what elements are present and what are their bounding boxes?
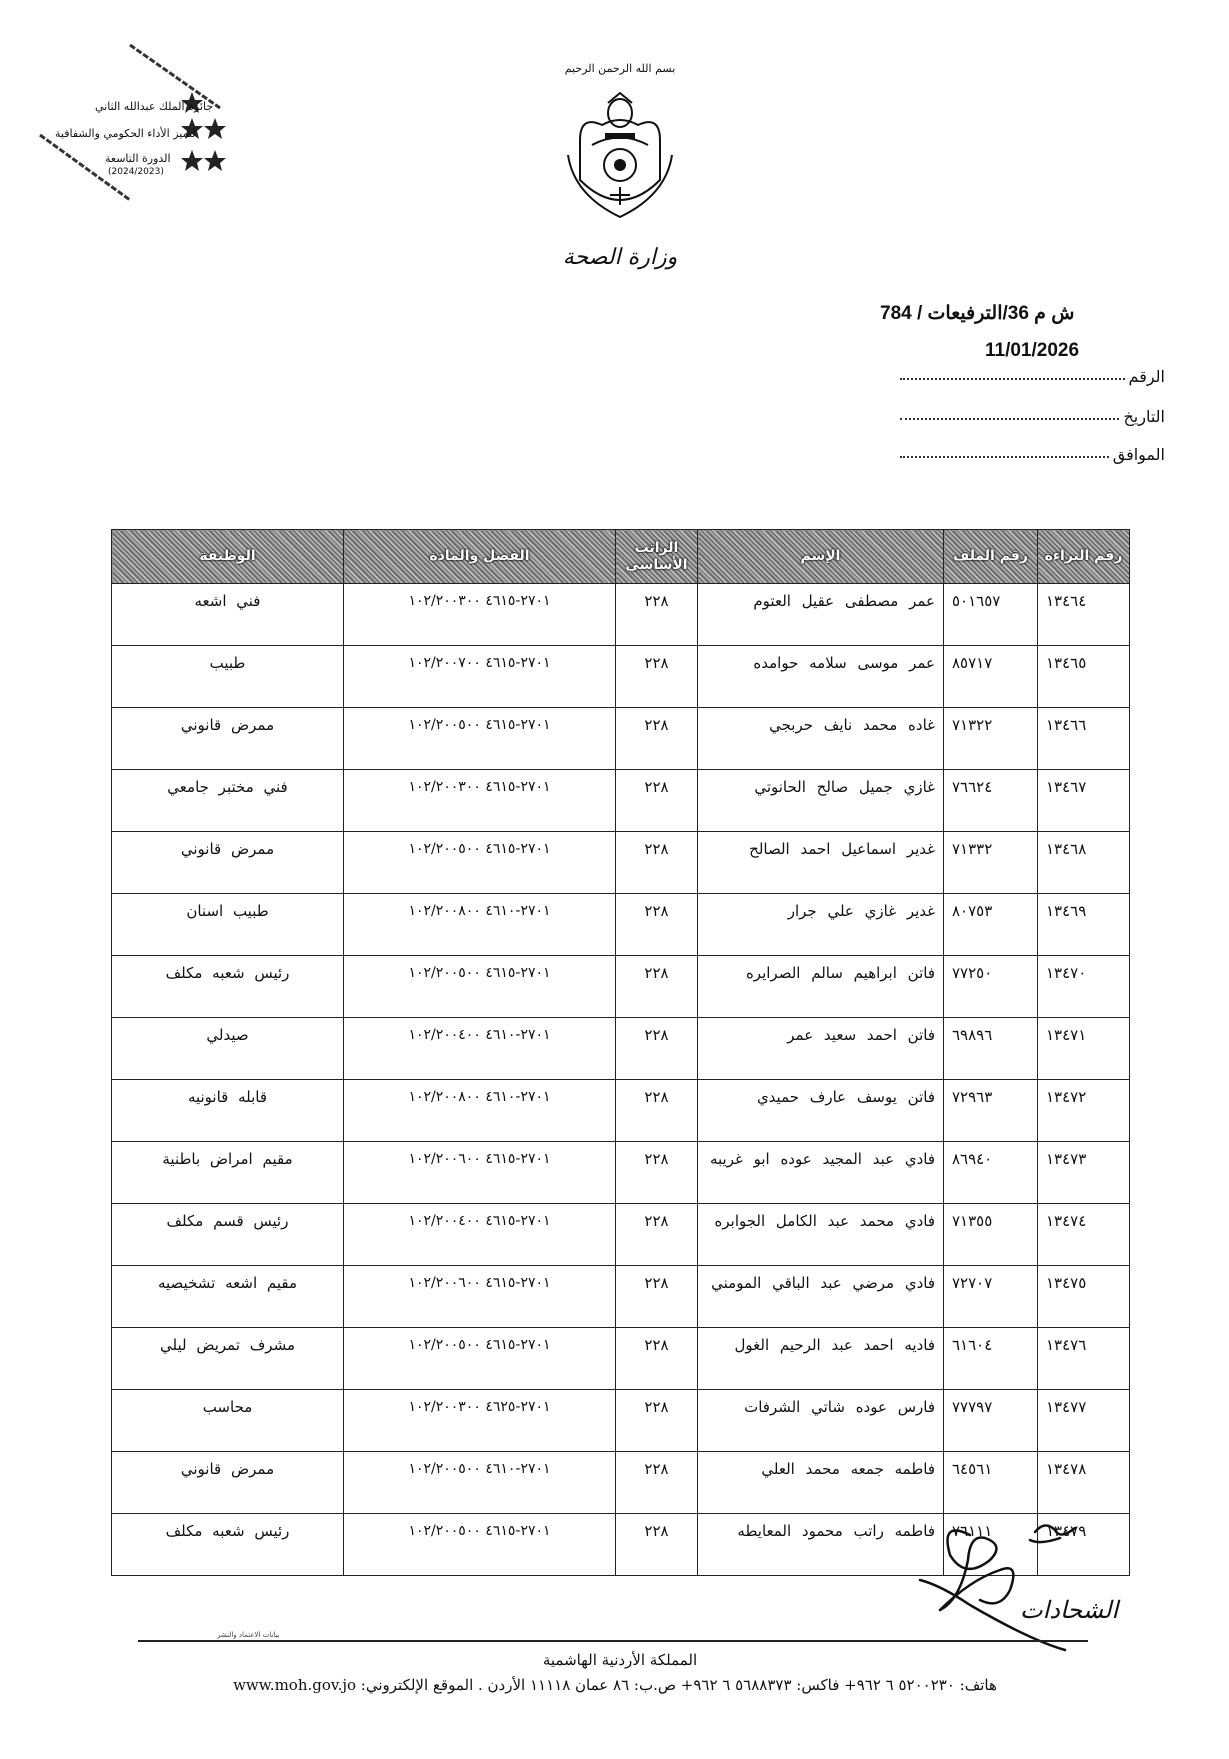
- cell-file: ٦٩٨٩٦: [944, 1018, 1038, 1080]
- cell-chapter: ٢٧٠١-٤٦١٥ ١٠٢/٢٠٠٥٠٠: [344, 956, 616, 1018]
- cell-salary: ٢٢٨: [616, 1452, 698, 1514]
- award-line-4: (2024/2023): [108, 167, 164, 177]
- cell-file: ٦٤٥٦١: [944, 1452, 1038, 1514]
- table-row: [112, 646, 1130, 708]
- header-file: رقم الملف: [944, 530, 1038, 584]
- cell-salary: ٢٢٨: [616, 1142, 698, 1204]
- cell-name: فارس عوده شاتي الشرفات: [698, 1390, 944, 1452]
- cell-serial: ١٣٤٧٩: [1038, 1514, 1130, 1576]
- cell-job: ممرض قانوني: [112, 1452, 344, 1514]
- cell-serial: ١٣٤٧٣: [1038, 1142, 1130, 1204]
- award-line-2: لتميز الأداء الحكومي والشفافية: [55, 127, 196, 140]
- table-row: [112, 894, 1130, 956]
- cell-salary: ٢٢٨: [616, 1204, 698, 1266]
- table-row: [112, 1204, 1130, 1266]
- cell-file: ٧٢٧٠٧: [944, 1266, 1038, 1328]
- cell-serial: ١٣٤٦٧: [1038, 770, 1130, 832]
- ministry-name: وزارة الصحة: [562, 245, 678, 270]
- cell-file: ٨٥٧١٧: [944, 646, 1038, 708]
- cell-chapter: ٢٧٠١-٤٦١٥ ١٠٢/٢٠٠٥٠٠: [344, 1514, 616, 1576]
- table-row: [112, 832, 1130, 894]
- table-row: [112, 1266, 1130, 1328]
- cell-chapter: ٢٧٠١-٤٦١٥ ١٠٢/٢٠٠٥٠٠: [344, 1328, 616, 1390]
- cell-serial: ١٣٤٧٢: [1038, 1080, 1130, 1142]
- cell-job: مقيم امراض باطنية: [112, 1142, 344, 1204]
- cell-file: ٧٢٩٦٣: [944, 1080, 1038, 1142]
- table-row: [112, 708, 1130, 770]
- cell-file: ٧٦٦٢٤: [944, 770, 1038, 832]
- cell-serial: ١٣٤٧٠: [1038, 956, 1130, 1018]
- cell-file: ٧١٣٥٥: [944, 1204, 1038, 1266]
- cell-job: محاسب: [112, 1390, 344, 1452]
- promotions-table: [111, 529, 1129, 1576]
- cell-serial: ١٣٤٧٧: [1038, 1390, 1130, 1452]
- cell-chapter: ٢٧٠١-٤٦٢٥ ١٠٢/٢٠٠٣٠٠: [344, 1390, 616, 1452]
- cell-serial: ١٣٤٦٦: [1038, 708, 1130, 770]
- meta-row-date: [900, 400, 1165, 426]
- cell-name: فادي مرضي عبد الباقي المومني: [698, 1266, 944, 1328]
- cell-salary: ٢٢٨: [616, 894, 698, 956]
- cell-job: رئيس شعبه مكلف: [112, 956, 344, 1018]
- cell-chapter: ٢٧٠١-٤٦١٥ ١٠٢/٢٠٠٦٠٠: [344, 1266, 616, 1328]
- cell-name: فاطمه راتب محمود المعايطه: [698, 1514, 944, 1576]
- table: [111, 529, 1130, 1576]
- cell-job: صيدلي: [112, 1018, 344, 1080]
- cell-chapter: ٢٧٠١-٤٦١٠ ١٠٢/٢٠٠٨٠٠: [344, 1080, 616, 1142]
- cell-job: فني مختبر جامعي: [112, 770, 344, 832]
- cell-serial: ١٣٤٧٤: [1038, 1204, 1130, 1266]
- cell-chapter: ٢٧٠١-٤٦١٠ ١٠٢/٢٠٠٥٠٠: [344, 1452, 616, 1514]
- cell-job: فني اشعه: [112, 584, 344, 646]
- cell-name: عمر مصطفى عقيل العتوم: [698, 584, 944, 646]
- cell-salary: ٢٢٨: [616, 1080, 698, 1142]
- dotted-line: [900, 378, 1125, 380]
- cell-name: غدير غازي علي جرار: [698, 894, 944, 956]
- signature: [910, 1500, 1180, 1660]
- cell-name: فادي عبد المجيد عوده ابو غريبه: [698, 1142, 944, 1204]
- meta-row-number: [900, 360, 1165, 386]
- cell-chapter: ٢٧٠١-٤٦١٠ ١٠٢/٢٠٠٤٠٠: [344, 1018, 616, 1080]
- award-line-3: الدورة التاسعة: [105, 152, 171, 165]
- cell-name: فادي محمد عبد الكامل الجوابره: [698, 1204, 944, 1266]
- cell-salary: ٢٢٨: [616, 832, 698, 894]
- cell-file: ٨٠٧٥٣: [944, 894, 1038, 956]
- cell-file: ٧١٣٣٢: [944, 832, 1038, 894]
- cell-salary: ٢٢٨: [616, 1390, 698, 1452]
- cell-salary: ٢٢٨: [616, 956, 698, 1018]
- reference-date: 11/01/2026: [985, 340, 1080, 361]
- cell-serial: ١٣٤٦٩: [1038, 894, 1130, 956]
- cell-job: مقيم اشعه تشخيصيه: [112, 1266, 344, 1328]
- cell-file: ٧١٣٢٢: [944, 708, 1038, 770]
- signature-scribble: [910, 1500, 1180, 1660]
- cell-job: ممرض قانوني: [112, 832, 344, 894]
- cell-file: ٦١٦٠٤: [944, 1328, 1038, 1390]
- cell-name: غاده محمد نايف حربجي: [698, 708, 944, 770]
- cell-chapter: ٢٧٠١-٤٦١٥ ١٠٢/٢٠٠٥٠٠: [344, 708, 616, 770]
- crest-logo: [560, 55, 680, 230]
- cell-job: رئيس قسم مكلف: [112, 1204, 344, 1266]
- cell-chapter: ٢٧٠١-٤٦١٥ ١٠٢/٢٠٠٦٠٠: [344, 1142, 616, 1204]
- cell-job: مشرف تمريض ليلي: [112, 1328, 344, 1390]
- cell-serial: ١٣٤٧٦: [1038, 1328, 1130, 1390]
- cell-chapter: ٢٧٠١-٤٦١٠ ١٠٢/٢٠٠٨٠٠: [344, 894, 616, 956]
- header-job: الوظيفة: [112, 530, 344, 584]
- cell-salary: ٢٢٨: [616, 584, 698, 646]
- cell-chapter: ٢٧٠١-٤٦١٥ ١٠٢/٢٠٠٧٠٠: [344, 646, 616, 708]
- cell-job: رئيس شعبه مكلف: [112, 1514, 344, 1576]
- cell-job: ممرض قانوني: [112, 708, 344, 770]
- cell-job: طبيب اسنان: [112, 894, 344, 956]
- jordan-crest-icon: [560, 55, 680, 230]
- cell-name: فاتن احمد سعيد عمر: [698, 1018, 944, 1080]
- meta-label-number: الرقم: [1128, 367, 1165, 386]
- cell-salary: ٢٢٨: [616, 770, 698, 832]
- cell-name: فاتن يوسف عارف حميدي: [698, 1080, 944, 1142]
- cell-serial: ١٣٤٧١: [1038, 1018, 1130, 1080]
- dotted-line: [900, 456, 1109, 458]
- cell-job: قابله قانونيه: [112, 1080, 344, 1142]
- footer-divider: [138, 1640, 1088, 1642]
- table-row: [112, 1142, 1130, 1204]
- cell-chapter: ٢٧٠١-٤٦١٥ ١٠٢/٢٠٠٣٠٠: [344, 770, 616, 832]
- cell-file: ٧٧٧٩٧: [944, 1390, 1038, 1452]
- table-row: [112, 956, 1130, 1018]
- header-chapter: الفصل والمادة: [344, 530, 616, 584]
- cell-job: طبيب: [112, 646, 344, 708]
- cell-chapter: ٢٧٠١-٤٦١٥ ١٠٢/٢٠٠٥٠٠: [344, 832, 616, 894]
- table-header-row: [112, 530, 1130, 584]
- award-line-1: جائزة الملك عبدالله الثاني: [95, 100, 214, 113]
- cell-salary: ٢٢٨: [616, 646, 698, 708]
- cell-file: ٧٦١١١: [944, 1514, 1038, 1576]
- cell-name: فاتن ابراهيم سالم الصرايره: [698, 956, 944, 1018]
- footer-kingdom: المملكة الأردنية الهاشمية: [542, 1651, 698, 1669]
- cell-name: عمر موسى سلامه حوامده: [698, 646, 944, 708]
- cell-serial: ١٣٤٧٥: [1038, 1266, 1130, 1328]
- header-name: الإسم: [698, 530, 944, 584]
- table-row: [112, 1080, 1130, 1142]
- meta-label-corresponding: الموافق: [1112, 445, 1165, 464]
- table-row: [112, 770, 1130, 832]
- cell-name: غازي جميل صالح الحانوتي: [698, 770, 944, 832]
- cell-serial: ١٣٤٧٨: [1038, 1452, 1130, 1514]
- cell-serial: ١٣٤٦٤: [1038, 584, 1130, 646]
- cell-salary: ٢٢٨: [616, 1328, 698, 1390]
- meta-row-corresponding: [900, 438, 1165, 464]
- table-row: [112, 584, 1130, 646]
- award-stamp: [30, 40, 280, 230]
- cell-name: فاديه احمد عبد الرحيم الغول: [698, 1328, 944, 1390]
- cell-serial: ١٣٤٦٥: [1038, 646, 1130, 708]
- cell-file: ٥٠١٦٥٧: [944, 584, 1038, 646]
- dotted-line: [900, 418, 1119, 420]
- header-salary: الراتب الأساسي: [616, 530, 698, 584]
- bismillah: بسم الله الرحمن الرحيم: [564, 62, 676, 75]
- table-row: [112, 1018, 1130, 1080]
- cell-file: ٧٧٢٥٠: [944, 956, 1038, 1018]
- table-row: [112, 1390, 1130, 1452]
- footer-contact: هاتف: ٥٢٠٠٢٣٠ ٦ ٩٦٢+ فاكس: ٥٦٨٨٣٧٣ ٦ ٩٦٢+ ص.ب: ٨٦ عمان ١١١١٨ الأردن . الموقع الإلكتروني: www.moh.gov.jo: [233, 1676, 997, 1694]
- signature-name: الشحادات: [1020, 1596, 1119, 1624]
- cell-salary: ٢٢٨: [616, 1018, 698, 1080]
- cell-chapter: ٢٧٠١-٤٦١٥ ١٠٢/٢٠٠٤٠٠: [344, 1204, 616, 1266]
- header-serial: رقم البراءة: [1038, 530, 1130, 584]
- cell-file: ٨٦٩٤٠: [944, 1142, 1038, 1204]
- cell-salary: ٢٢٨: [616, 1514, 698, 1576]
- table-row: [112, 1328, 1130, 1390]
- meta-label-date: التاريخ: [1123, 407, 1165, 426]
- reference-number: ش م 36/الترفيعات / 784: [880, 303, 1075, 324]
- cell-chapter: ٢٧٠١-٤٦١٥ ١٠٢/٢٠٠٣٠٠: [344, 584, 616, 646]
- footer-small-text: بيانات الاعتماد والنشر: [217, 1631, 280, 1639]
- table-body: [112, 584, 1130, 1576]
- cell-salary: ٢٢٨: [616, 1266, 698, 1328]
- cell-salary: ٢٢٨: [616, 708, 698, 770]
- cell-serial: ١٣٤٦٨: [1038, 832, 1130, 894]
- cell-name: غدير اسماعيل احمد الصالح: [698, 832, 944, 894]
- cell-name: فاطمه جمعه محمد العلي: [698, 1452, 944, 1514]
